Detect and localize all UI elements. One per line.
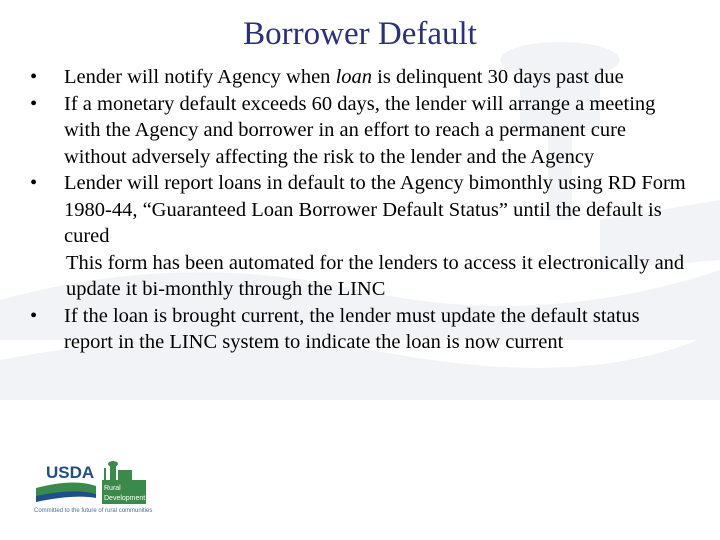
bullet-item	[30, 91, 690, 171]
slide-title: Borrower Default	[243, 16, 477, 52]
bullet-note	[30, 250, 690, 303]
bullet-glyph: •	[30, 92, 38, 115]
usda-rural-development-logo	[34, 460, 174, 520]
rural-wordmark: Rural	[104, 485, 121, 492]
usda-wordmark: USDA	[46, 463, 95, 482]
bullet-item	[30, 303, 690, 356]
bullet-glyph: •	[30, 172, 38, 194]
bullet-text: This form has been automated for the lenders to access it electronically and update it bi-monthly through the LINC	[66, 251, 685, 300]
logo-tagline: Committed to the future of rural communities	[34, 508, 153, 514]
development-wordmark: Development	[104, 495, 146, 502]
bullet-text: Lender will notify Agency when loan is delinquent 30 days past due	[64, 66, 624, 88]
bullet-item	[30, 64, 690, 91]
bullet-glyph: •	[30, 304, 38, 327]
bullet-text: If the loan is brought current, the lender must update the default status report in the LINC system to indicate the loan is now current	[64, 304, 640, 353]
bullet-item	[30, 170, 690, 250]
emphasis-loan: loan	[335, 66, 373, 88]
bullet-text: If a monetary default exceeds 60 days, the lender will arrange a meeting with the Agency and borrower in an effort to reach a permanent cure without adversely affecting the risk to the lender and the Agency	[64, 92, 656, 168]
usda-logo-icon	[34, 460, 174, 508]
bullet-list	[30, 64, 690, 356]
bullet-glyph: •	[30, 66, 38, 88]
bullet-text: Lender will report loans in default to the Agency bimonthly using RD Form 1980-44, “Guaranteed Loan Borrower Default Status” until the default is cured	[64, 172, 686, 247]
